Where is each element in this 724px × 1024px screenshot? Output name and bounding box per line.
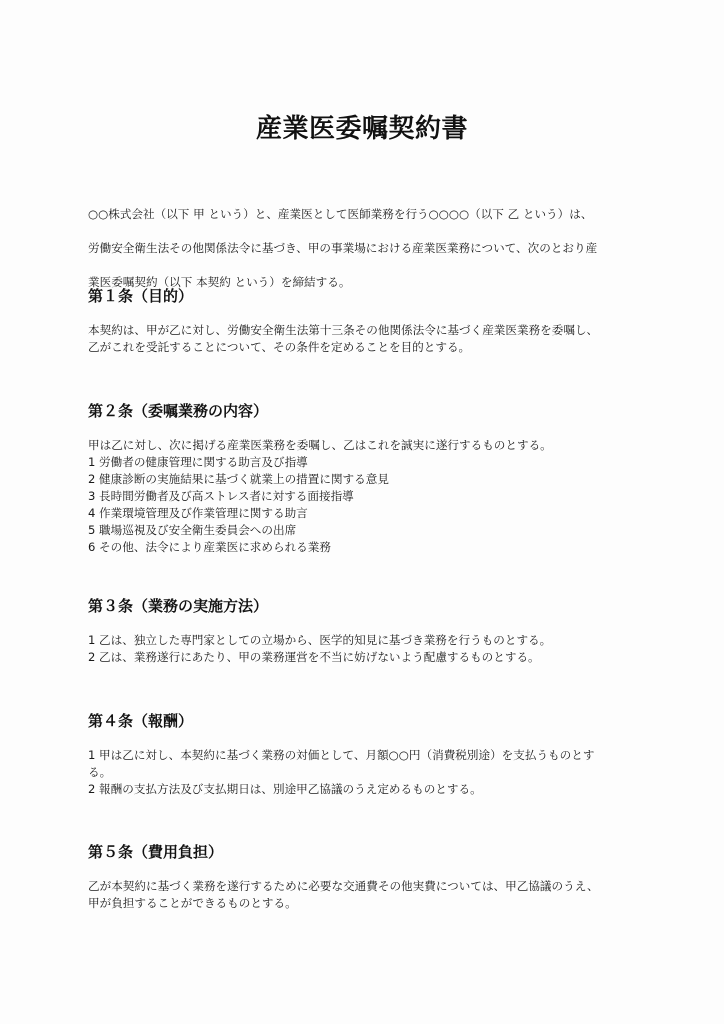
article-heading: 第５条（費用負担） [88,843,224,861]
list-item: 2 報酬の支払方法及び支払期日は、別途甲乙協議のうえ定めるものとする。 [88,782,482,796]
article-body [88,437,658,556]
article-body [88,747,658,798]
article-line: 乙がこれを受託することについて、その条件を定めることを目的とする。 [88,340,471,354]
article-heading: 第４条（報酬） [88,712,194,730]
list-item: 1 乙は、独立した専門家としての立場から、医学的知見に基づき業務を行うものとする。 [88,633,552,647]
list-item: 2 乙は、業務遂行にあたり、甲の業務運営を不当に妨げないよう配慮するものとする。 [88,650,540,664]
article-body [88,878,658,912]
article-line: 乙が本契約に基づく業務を遂行するために必要な交通費その他実費については、甲乙協議のうえ、 [88,879,599,893]
article-3 [88,596,658,666]
list-item: 5 職場巡視及び安全衛生委員会への出席 [88,523,297,537]
preamble-line: 業医委嘱契約（以下 本契約 という）を締結する。 [88,275,351,289]
article-body [88,322,658,356]
article-heading: 第１条（目的） [88,287,194,305]
preamble-line: 労働安全衛生法その他関係法令に基づき、甲の事業場における産業医業務について、次のとおり産 [88,241,598,255]
article-5 [88,842,658,912]
list-item: 4 作業環境管理及び作業管理に関する助言 [88,506,308,520]
article-heading: 第３条（業務の実施方法） [88,597,269,615]
article-line: 甲が負担することができるものとする。 [88,896,297,910]
article-4 [88,711,658,798]
article-1 [88,286,658,356]
article-line: る。 [88,765,112,779]
article-body [88,632,658,666]
list-item: 2 健康診断の実施結果に基づく就業上の措置に関する意見 [88,472,389,486]
article-heading: 第２条（委嘱業務の内容） [88,402,269,420]
article-line: 甲は乙に対し、次に掲げる産業医業務を委嘱し、乙はこれを誠実に遂行するものとする。 [88,438,552,452]
article-line: 本契約は、甲が乙に対し、労働安全衛生法第十三条その他関係法令に基づく産業医業務を委嘱し、 [88,323,599,337]
article-2 [88,401,658,556]
document-title: 産業医委嘱契約書 [255,114,468,144]
preamble-line: ○○株式会社（以下 甲 という）と、産業医として医師業務を行う○○○○（以下 乙 という）は、 [88,207,593,221]
list-item: 6 その他、法令により産業医に求められる業務 [88,540,331,554]
list-item: 1 甲は乙に対し、本契約に基づく業務の対価として、月額○○円（消費税別途）を支払うものとす [88,748,595,762]
list-item: 1 労働者の健康管理に関する助言及び指導 [88,455,308,469]
list-item: 3 長時間労働者及び高ストレス者に対する面接指導 [88,489,354,503]
